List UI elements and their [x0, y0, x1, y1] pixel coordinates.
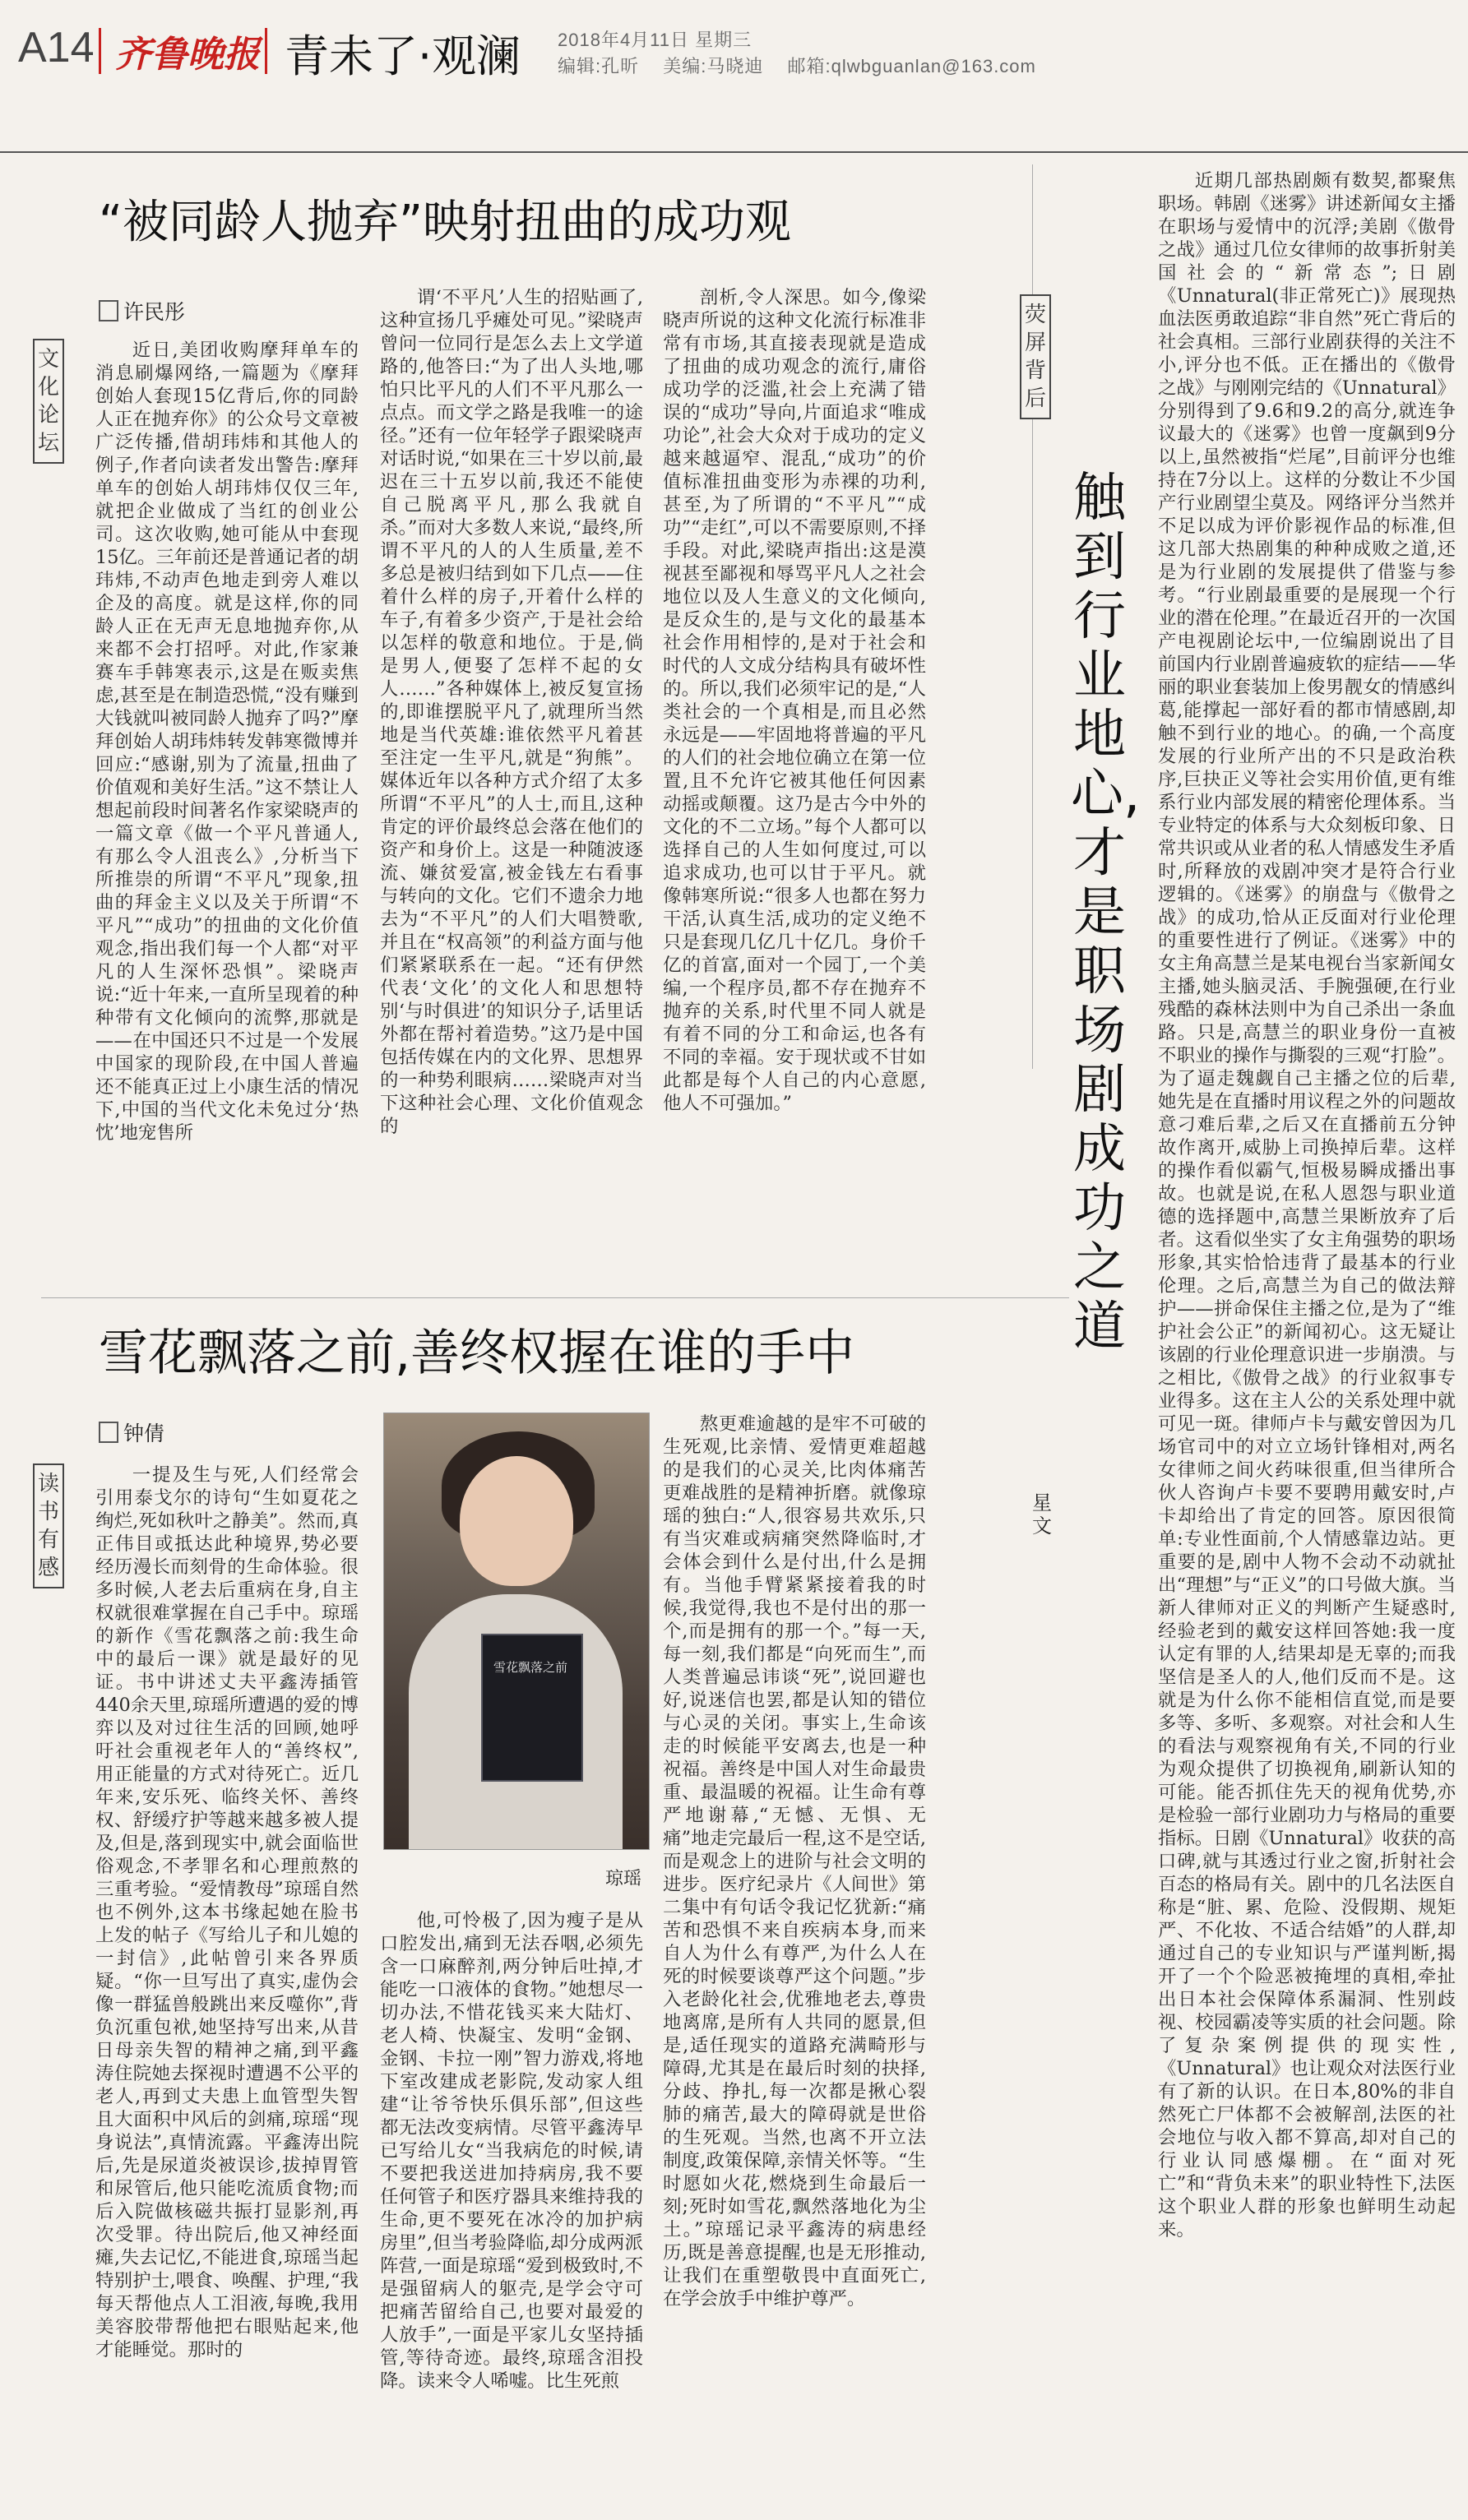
- section-title: 青未了·观澜: [285, 30, 521, 82]
- article2-text: 他,可怜极了,因为瘦子是从口腔发出,痛到无法吞咽,必须先含一口麻醉剂,两分钟后吐掉,才能吃一口液体的食物。”她想尽一切办法,不惜花钱买来大陆灯、老人椅、快凝宝、发明“金钢、金钢、卡拉一刚”智力游戏,将地下室改建成老影院,发动家人组建“让爷爷快乐俱乐部”,但这些都无法改变病情。尽管平鑫涛早已写给儿女“当我病危的时候,请不要把我送进加持病房,我不要任何管子和医疗器具来维持我的生命,更不要死在冰冷的加护病房里”,但当考验降临,却分成两派阵营,一面是琼瑶“爱到极致时,不是强留病人的躯壳,是学会守可把痛苦留给自己,也要对最爱的人放手”,一面是平家儿女坚持插管,等待奇迹。最终,琼瑶含泪投降。读来令人唏嘘。比生死煎: [380, 1910, 643, 2392]
- article1-text: 谓‘不平凡’人生的招贴画了,这种宣扬几乎瘫处可见。”梁晓声曾问一位同行是怎么去上文学道路的,他答曰:“为了出人头地,哪怕只比平凡的人们不平凡那么一点点。而文学之路是我唯一的途径。”还有一位年轻学子跟梁晓声对话时说,“如果在三十岁以前,最迟在三十五岁以前,我还不能使自己脱离平凡,那么我就自杀。”而对大多数人来说,“最终,所谓不平凡的人的人生质量,差不多总是被归结到如下几点——住着什么样的房子,开着什么样的车子,有着多少资产,于是社会给以怎样的敬意和地位。于是,倘是男人,便娶了怎样不起的女人……”各种媒体上,被反复宣扬的,即谁摆脱平凡了,就理所当然地是当代英雄:谁依然平凡着甚至注定一生平凡,就是“狗熊”。媒体近年以各种方式介绍了太多所谓“不平凡”的人士,而且,这种肯定的评价最终总会落在他们的资产和身价上。这是一种随波逐流、嫌贫爱富,被金钱左右看事与转向的文化。它们不遗余力地去为“不平凡”的人们大唱赞歌,并且在“权高领”的利益方面与他们紧紧联系在一起。“还有伊然代表‘文化’的文化人和思想特别‘与时俱进’的知识分子,话里话外都在帮衬着造势。”这乃是中国包括传媒在内的文化界、思想界的一种势利眼病……梁晓声对当下这种社会心理、文化价值观念的: [380, 287, 643, 1137]
- issue-date: 2018年4月11日 星期三: [558, 30, 753, 50]
- article3-text: 近期几部热剧颇有数契,都聚焦职场。韩剧《迷雾》讲述新闻女主播在职场与爱情中的沉浮;美剧《傲骨之战》通过几位女律师的故事折射美国社会的“新常态”;日剧《Unnatural(非正常死亡)》展现热血法医勇敢追踪“非自然”死亡背后的社会真相。三部行业剧获得的关注不小,评分也不低。正在播出的《傲骨之战》与刚刚完结的《Unnatural》分别得到了9.6和9.2的高分,就连争议最大的《迷雾》也曾一度飙到9分以上,虽然被指“烂尾”,目前评分也维持在7分以上。这样的分数让不少国产行业剧望尘莫及。网络评分当然并不足以成为评价影视作品的标准,但这几部大热剧集的种种成败之道,还是为行业剧的发展提供了借鉴与参考。“行业剧最重要的是展现一个行业的潜在伦理。”在最近召开的一次国产电视剧论坛中,一位编剧说出了目前国内行业剧普遍疲软的症结——华丽的职业套装加上俊男靓女的情感纠葛,能撑起一部好看的都市情感剧,却触不到行业的地心。的确,一个高度发展的行业所产出的不只是政治秩序,巨抉正义等社会实用价值,更有维系行业内部发展的精密伦理体系。当专业特定的体系与大众刻板印象、日常共识或从业者的私人情感发生矛盾时,所释放的戏剧冲突才是符合行业逻辑的。《迷雾》的崩盘与《傲骨之战》的成功,恰从正反面对行业伦理的重要性进行了例证。《迷雾》中的女主角高慧兰是某电视台当家新闻女主播,她头脑灵活、手腕强硬,在行业残酷的森林法则中为自己杀出一条血路。只是,高慧兰的职业身份一直被不职业的操作与撕裂的三观“打脸”。为了逼走魏觑自己主播之位的后辈,她先是在直播时用议程之外的问题故意刁难后辈,之后又在直播前五分钟故作离开,威胁上司换掉后辈。这样的操作看似霸气,恒极易瞬成播出事故。也就是说,在私人恩怨与职业道德的选择题中,高慧兰果断放弃了后者。这看似坐实了女主角强势的职场形象,其实恰恰违背了最基本的行业伦理。之后,高慧兰为自己的做法辩护——拼命保住主播之位,是为了“维护社会公正”的新闻初心。这无疑让该剧的行业伦理意识进一步崩溃。与之相比,《傲骨之战》的行业叙事专业得多。这在主人公的关系处理中就可见一斑。律师卢卡与戴安曾因为几场官司中的对立立场针锋相对,两名女律师之间火药味很重,但当律所合伙人咨询卢卡要不要聘用戴安时,卢卡却给出了肯定的回答。原因很简单:专业性面前,个人情感靠边站。更重要的是,剧中人物不会动不动就扯出“理想”与“正义”的口号做大旗。当新人律师对正义的判断产生疑惑时,经验老到的戴安这样回答她:我一度认定有罪的人,结果却是无辜的;而我坚信是圣人的人,他们反而不是。这就是为什么你不能相信直觉,而是要多等、多听、多观察。对社会和人生的看法与观察视角有关,不同的行业为观众提供了切换视角,刷新认知的可能。能否抓住先天的视角优势,亦是检验一部行业剧功力与格局的重要指标。日剧《Unnatural》收获的高口碑,就与其透过行业之窗,折射社会百态的格局有关。剧中的几名法医自称是“脏、累、危险、没假期、规矩严、不化妆、不适合结婚”的人群,却通过自己的专业知识与严谨判断,揭开了一个个险恶被掩埋的真相,牵扯出日本社会保障体系漏洞、性别歧视、校园霸凌等实质的社会问题。除了复杂案例提供的现实性,《Unnatural》也让观众对法医行业有了新的认识。在日本,80%的非自然死亡尸体都不会被解剖,法医的社会地位与收入都不算高,却对自己的行业认同感爆棚。在“面对死亡”和“背负未来”的职业特性下,法医这个职业人群的形象也鲜明生动起来。: [1158, 170, 1456, 2240]
- article3-column: [1158, 169, 1456, 2493]
- book-cover-title: 雪花飘落之前: [493, 1660, 567, 1675]
- editor-info: [558, 53, 1054, 78]
- article2-byline: 钟倩: [99, 1417, 164, 1447]
- contact-email: 邮箱:qlwbguanlan@163.com: [787, 56, 1036, 76]
- article2-column-2: [380, 1909, 643, 2490]
- article1-section-tag: 文化论坛: [33, 339, 64, 464]
- masthead-divider: [265, 28, 267, 74]
- article2-headline: 雪花飘落之前,善终权握在谁的手中: [99, 1325, 855, 1382]
- masthead-rule: [0, 151, 1468, 153]
- book-cover: [481, 1634, 583, 1782]
- masthead-divider: [99, 28, 101, 74]
- masthead: [0, 0, 1468, 90]
- article2-section-tag: 读书有感: [33, 1463, 64, 1588]
- article2-column-1: [95, 1463, 359, 2490]
- article1-text: 近日,美团收购摩拜单车的消息刷爆网络,一篇题为《摩拜创始人套现15亿背后,你的同龄人正在抛弃你》的公众号文章被广泛传播,借胡玮炜和其他人的例子,作者向读者发出警告:摩拜单车的创始人胡玮炜仅仅三年,就把企业做成了当红的创业公司。这次收购,她可能从中套现15亿。三年前还是普通记者的胡玮炜,不动声色地走到旁人难以企及的高度。就是这样,你的同龄人正在无声无息地抛弃你,从来都不会打招呼。对此,作家兼赛车手韩寒表示,这是在贩卖焦虑,甚至是在制造恐慌,“没有赚到大钱就叫被同龄人抛弃了吗?”摩拜创始人胡玮炜转发韩寒微博并回应:“感谢,别为了流量,扭曲了价值观和美好生活。”这不禁让人想起前段时间著名作家梁晓声的一篇文章《做一个平凡普通人,有那么令人沮丧么》,分析当下所推崇的所谓“不平凡”现象,扭曲的拜金主义以及关于所谓“不平凡”“成功”的扭曲的文化价值观念,指出我们每一个人都“对平凡的人生深怀恐惧”。梁晓声说:“近十年来,一直所呈现着的种种带有文化倾向的流弊,那就是——在中国还只不过是一个发展中国家的现阶段,在中国人普遍还不能真正过上小康生活的情况下,中国的当代文化未免过分‘热忱’地宠售所: [95, 340, 359, 1144]
- article1-column-1: [95, 339, 359, 1283]
- article3-headline: 触到行业地心,才是职场剧成功之道: [1071, 468, 1141, 1357]
- article3-section-tag: 荧屏背后: [1020, 294, 1051, 419]
- article1-text: 剖析,令人深思。如今,像梁晓声所说的这种文化流行标准非常有市场,其直接表现就是造成了扭曲的成功观念的流行,庸俗成功学的泛滥,社会上充满了错误的“成功”导向,片面追求“唯成功论”,社会大众对于成功的定义越来越逼窄、混乱,“成功”的价值标准扭曲变形为赤裸的功利,甚至,为了所谓的“不平凡”“成功”“走红”,可以不需要原则,不择手段。对此,梁晓声指出:这是漠视甚至鄙视和辱骂平凡人之社会地位以及人生意义的文化倾向,是反众生的,是与文化的最基本社会作用相悖的,是对于社会和时代的人文成分结构具有破坏性的。所以,我们必须牢记的是,“人类社会的一个真相是,而且必然永远是——牢固地将普遍的平凡的人们的社会地位确立在第一位置,且不允许它被其他任何因素动摇或颠覆。这乃是古今中外的文化的不二立场。”每个人都可以选择自己的人生如何度过,可以追求成功,也可以甘于平凡。就像韩寒所说:“很多人也都在努力干活,认真生活,成功的定义绝不只是套现几亿几十亿几。身价千亿的首富,面对一个园丁,一个美编,一个程序员,都不存在抛弃不抛弃的关系,时代里不同人就是有着不同的分工和命运,也各有不同的幸福。安于现状或不甘如此都是每个人自己的内心意愿,他人不可强加。”: [663, 287, 926, 1114]
- article1-column-2: [380, 286, 643, 1283]
- designer-name: 美编:马晓迪: [663, 56, 764, 76]
- editor-name: 编辑:孔昕: [558, 56, 640, 76]
- photo-face: [460, 1456, 573, 1586]
- article1-headline: “被同龄人抛弃”映射扭曲的成功观: [99, 196, 792, 249]
- article2-text: 一提及生与死,人们经常会引用泰戈尔的诗句“生如夏花之绚烂,死如秋叶之静美”。然而,真正伟目或抵达此种境界,势必要经历漫长而刻骨的生命体验。很多时候,人老去后重病在身,自主权就很难掌握在自己手中。琼瑶的新作《雪花飘落之前:我生命中的最后一课》就是最好的见证。书中讲述丈夫平鑫涛插管440余天里,琼瑶所遭遇的爱的博弈以及对过往生活的回顾,她呼吁社会重视老年人的“善终权”,用正能量的方式对待死亡。近几年来,安乐死、临终关怀、善终权、舒缓疗护等越来越多被人提及,但是,落到现实中,就会面临世俗观念,不孝罪名和心理煎熬的三重考验。“爱情教母”琼瑶自然也不例外,这本书缘起她在脸书上发的帖子《写给儿子和儿媳的一封信》,此帖曾引来各界质疑。“你一旦写出了真实,虚伪会像一群猛兽般跳出来反噬你”,背负沉重包袱,她坚持写出来,从昔日母亲失智的精神之痛,到平鑫涛住院她去探视时遭遇不公平的老人,再到丈夫患上血管型失智且大面积中风后的剑痛,琼瑶“现身说法”,真情流露。平鑫涛出院后,先是尿道炎被误诊,拔掉胃管和尿管后,他只能吃流质食物;而后入院做核磁共振打显影剂,再次受罪。待出院后,他又神经面瘫,失去记忆,不能进食,琼瑶当起特别护士,喂食、唤醒、护理,“我每天帮他点人工泪液,每晚,我用美容胶带帮他把右眼贴起来,他才能睡觉。那时的: [95, 1464, 359, 2360]
- article1-byline: 许民彤: [99, 296, 185, 326]
- photo-caption: 琼瑶: [605, 1869, 642, 1889]
- qiongyao-photo: [383, 1413, 650, 1850]
- section-divider: [41, 1297, 1069, 1298]
- page-number: A14: [18, 24, 95, 72]
- article3-byline: 星文: [1032, 1491, 1052, 1537]
- article2-column-3: [663, 1413, 926, 2490]
- article1-column-3: [663, 286, 926, 1283]
- article2-text: 熬更难逾越的是牢不可破的生死观,比亲情、爱情更难超越的是我们的心灵关,比肉体痛苦更难战胜的是精神折磨。就像琼瑶的独白:“人,很容易共欢乐,只有当灾难或病痛突然降临时,才会体会到什么是付出,什么是拥有。当他手臂紧紧接着我的时候,我觉得,我也不是付出的那一个,而是拥有的那一个。”每一天,每一刻,我们都是“向死而生”,而人类普遍忌讳谈“死”,说回避也好,说迷信也罢,都是认知的错位与心灵的关闭。事实上,生命该走的时候能平安离去,也是一种祝福。善终是中国人对生命最贵重、最温暖的祝福。让生命有尊严地谢幕,“无憾、无惧、无痛”地走完最后一程,这不是空话,而是观念上的进阶与社会文明的进步。医疗纪录片《人间世》第二集中有句话令我记忆犹新:“痛苦和恐惧不来自疾病本身,而来自人为什么有尊严,为什么人在死的时候要谈尊严这个问题。”步入老龄化社会,优雅地老去,尊贵地离席,是所有人共同的愿景,但是,适任现实的道路充满畸形与障碍,尤其是在最后时刻的抉择,分歧、挣扎,每一次都是揪心裂肺的痛苦,最大的障碍就是世俗的生死观。当然,也离不开立法制度,政策保障,亲情关怀等。“生时愿如火花,燃烧到生命最后一刻;死时如雪花,飘然落地化为尘土。”琼瑶记录平鑫涛的病患经历,既是善意提醒,也是无形推动,让我们在重塑敬畏中直面死亡,在学会放手中维护尊严。: [663, 1413, 926, 2310]
- paper-name: 齐鲁晚报: [115, 34, 260, 76]
